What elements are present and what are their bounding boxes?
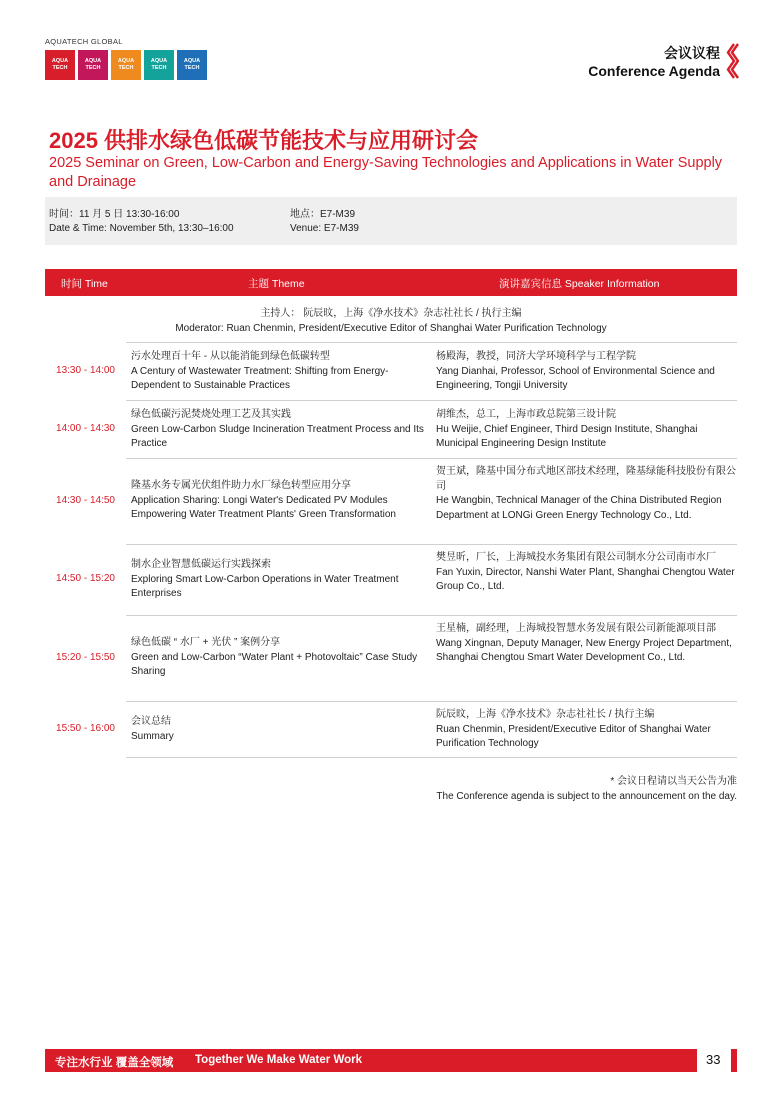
page-number-bar	[731, 1049, 737, 1072]
table-row	[45, 616, 737, 702]
column-header-theme: 主题 Theme	[248, 278, 305, 290]
table-row	[45, 545, 737, 616]
brand-logos	[45, 50, 207, 80]
session-time: 13:30 - 14:00	[56, 365, 115, 376]
aquatech-logo: AQUA TECH	[144, 50, 174, 80]
session-theme: 制水企业智慧低碳运行实践探索 Exploring Smart Low-Carbon Operations in Water Treatment Enterprises	[131, 559, 399, 599]
moderator-info	[45, 306, 737, 336]
session-theme: 绿色低碳 “ 水厂 + 光伏 ” 案例分享 Green and Low-Carbon “Water Plant + Photovoltaic” Case Study Sharing	[131, 637, 418, 677]
session-theme: 会议总结 Summary	[131, 716, 174, 742]
agenda-note	[436, 774, 737, 804]
footer-slogan-cn: 专注水行业 覆盖全领域	[55, 1057, 174, 1069]
session-time: 14:00 - 14:30	[56, 423, 115, 434]
session-speaker: 王星楠，副经理，上海城投智慧水务发展有限公司新能源项目部 Wang Xingnan, Deputy Manager, New Energy Project Department, Shanghai Chengtou Smart Water Development Co., Ltd.	[436, 623, 732, 663]
aquatech-logo: AQUA TECH	[111, 50, 141, 80]
table-row	[45, 401, 737, 459]
agenda-heading	[588, 44, 720, 80]
seminar-title-cn: 2025 供排水绿色低碳节能技术与应用研讨会	[49, 128, 479, 153]
session-speaker: 樊昱昕，厂长，上海城投水务集团有限公司制水分公司南市水厂 Fan Yuxin, Director, Nanshi Water Plant, Shanghai Chengtou Water Group Co., Ltd.	[436, 552, 735, 592]
table-row	[45, 343, 737, 401]
agenda-heading-cn: 会议议程	[664, 45, 720, 61]
chevron-decoration-icon	[725, 43, 739, 79]
column-header-time: 时间 Time	[61, 278, 108, 290]
venue-cn: 地点：E7-M39	[290, 209, 356, 220]
aquatech-logo: AQUA TECH	[78, 50, 108, 80]
page-footer	[45, 1049, 697, 1072]
session-speaker: 胡维杰，总工，上海市政总院第三设计院 Hu Weijie, Chief Engineer, Third Design Institute, Shanghai Municipal Engineering Design Institute	[436, 409, 698, 449]
session-theme: 绿色低碳污泥焚烧处理工艺及其实践 Green Low-Carbon Sludge Incineration Treatment Process and Its Practice	[131, 409, 424, 449]
session-speaker: 贺王斌，隆基中国分布式地区部技术经理，隆基绿能科技股份有限公司 He Wangbin, Technical Manager of the China Distributed Region Department at LONGi Green Energy Technology Co., Ltd.	[436, 466, 736, 521]
agenda-heading-en: Conference Agenda	[588, 63, 720, 79]
table-row	[45, 459, 737, 545]
date-cn: 时间：11 月 5 日 13:30-16:00	[49, 209, 180, 220]
aquatech-logo: AQUA TECH	[45, 50, 75, 80]
session-time: 14:50 - 15:20	[56, 573, 115, 584]
date-info	[49, 208, 234, 236]
session-time: 15:20 - 15:50	[56, 652, 115, 663]
agenda-note-cn: * 会议日程请以当天公告为准	[610, 776, 737, 787]
venue-info	[290, 208, 359, 236]
page-number: 33	[706, 1052, 721, 1067]
footer-slogan-en: Together We Make Water Work	[195, 1054, 362, 1066]
session-theme: 隆基水务专属光伏组件助力水厂绿色转型应用分享 Application Sharing: Longi Water's Dedicated PV Modules Empowering Water Treatment Plants' Green Transformation	[131, 480, 396, 520]
session-time: 14:30 - 14:50	[56, 495, 115, 506]
session-speaker: 杨殿海，教授，同济大学环境科学与工程学院 Yang Dianhai, Professor, School of Environmental Science and Engineering, Tongji University	[436, 351, 715, 391]
session-time: 15:50 - 16:00	[56, 723, 115, 734]
event-info-box	[45, 197, 737, 245]
moderator-en: Moderator: Ruan Chenmin, President/Executive Editor of Shanghai Water Purification Technology	[175, 323, 607, 334]
agenda-table-header	[45, 269, 737, 296]
brand-name: AQUATECH GLOBAL	[45, 37, 123, 46]
date-en: Date & Time: November 5th, 13:30–16:00	[49, 223, 234, 234]
moderator-cn: 主持人： 阮辰旼，上海《净水技术》杂志社社长 / 执行主编	[260, 308, 522, 319]
seminar-title-en: 2025 Seminar on Green, Low-Carbon and Energy-Saving Technologies and Applications in Water Supply and Drainage	[49, 155, 723, 190]
aquatech-logo: AQUA TECH	[177, 50, 207, 80]
agenda-note-en: The Conference agenda is subject to the announcement on the day.	[436, 791, 737, 802]
venue-en: Venue: E7-M39	[290, 223, 359, 234]
table-row	[45, 702, 737, 758]
column-header-speaker: 演讲嘉宾信息 Speaker Information	[499, 278, 660, 290]
session-theme: 污水处理百十年 - 从以能消能到绿色低碳转型 A Century of Wastewater Treatment: Shifting from Energy-Dependent to Sustainable Practices	[131, 351, 389, 391]
session-speaker: 阮辰旼，上海《净水技术》杂志社社长 / 执行主编 Ruan Chenmin, President/Executive Editor of Shanghai Water Purification Technology	[436, 709, 711, 749]
